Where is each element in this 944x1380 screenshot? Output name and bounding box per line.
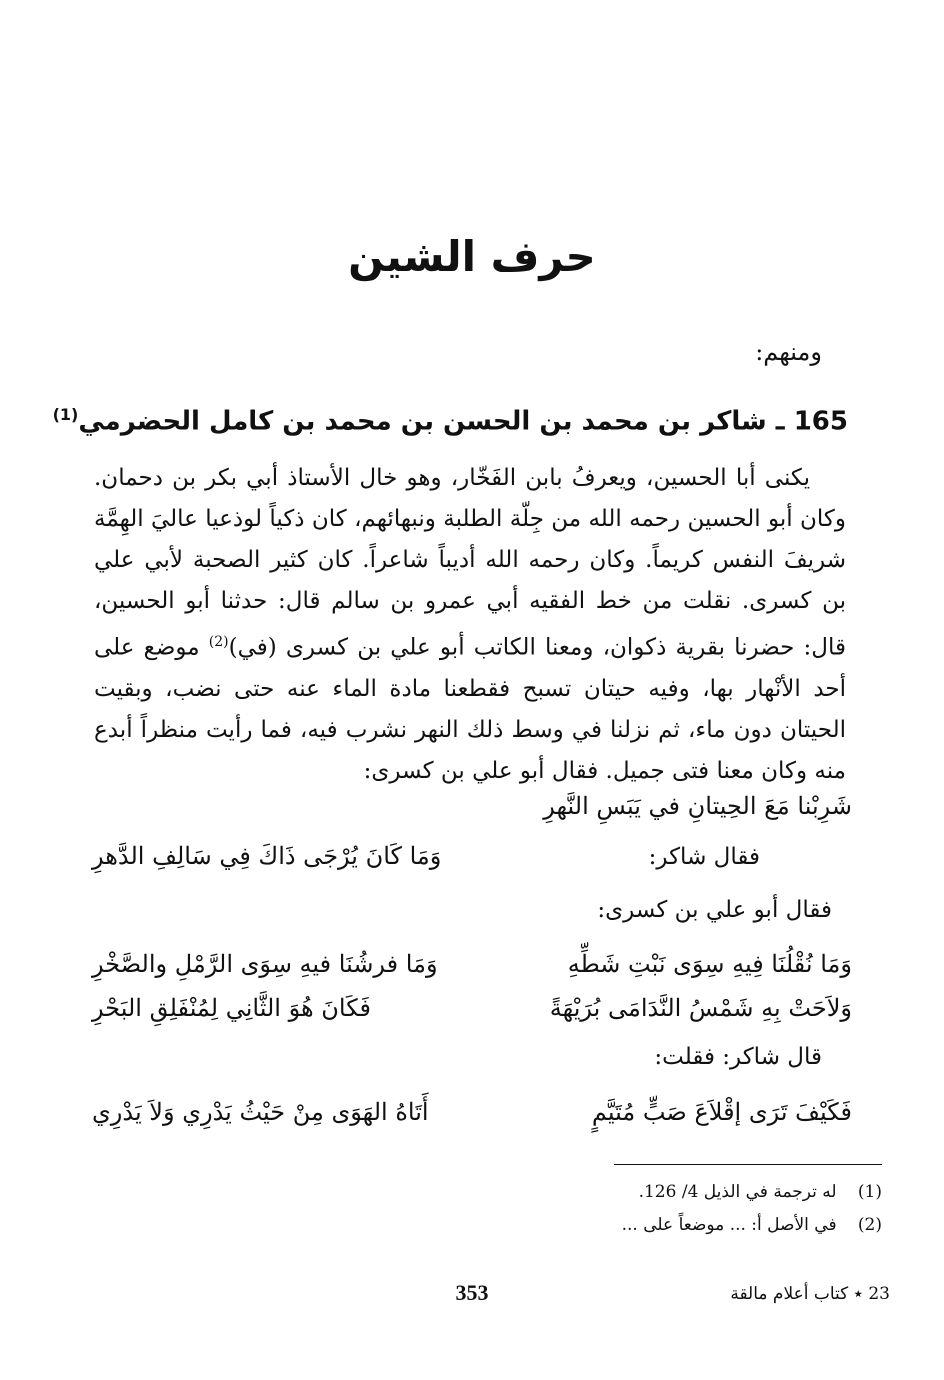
entry-name: ـ شاكر بن محمد بن الحسن بن محمد بن كامل الحضرمي: [78, 406, 785, 437]
verse-4-second-hemistich: أَتَاهُ الهَوَى مِنْ حَيْثُ يَدْرِي وَلاَ يَدْرِي: [92, 1098, 429, 1126]
footnote: [282, 1209, 882, 1242]
entry-number: 165: [793, 406, 848, 437]
footnote-number: (2): [857, 1215, 882, 1235]
intro-text: ومنهم:: [755, 338, 822, 366]
body-text-part1: يكنى أبا الحسين، ويعرفُ بابن الفَخّار، وهو خال الأستاذ أبي بكر بن دحمان. وكان أبو الحسين رحمه الله من جِلّة الطلبة ونبهائهم، كان ذكياً لوذعيا عاليَ الهِمَّة شريفَ النفس كريماً. وكان رحمه الله أديباً شاعراً. كان كثير الصحبة لأبي علي بن كسرى. نقلت من خط الفقيه أبي عمرو بن سالم قال: حدثنا أبو الحسين، قال: حضرنا بقرية ذكوان، ومعنا الكاتب أبو علي بن كسرى (في): [94, 465, 846, 661]
footnote-text: في الأصل أ: ... موضعاً على ...: [621, 1215, 837, 1235]
entry-footnote-ref[interactable]: (1): [52, 405, 79, 424]
footnote-divider: [614, 1164, 882, 1165]
verse-2-first-hemistich: وَمَا نُقْلُنَا فِيهِ سِوَى نَبْتِ شَطِّهِ: [567, 950, 852, 978]
verse-2-second-hemistich: وَمَا فرشُنَا فيهِ سِوَى الرَّمْلِ والصَّخْرِ: [92, 950, 438, 978]
footnote: [282, 1176, 882, 1209]
page-number: 353: [455, 1280, 489, 1305]
verse-1-first-hemistich: شَرِبْنا مَعَ الحِيتانِ في يَبَسِ النَّهرِ: [543, 792, 852, 820]
entry-heading: [52, 405, 848, 437]
speaker-label: قال شاكر: فقلت:: [654, 1044, 822, 1070]
verse-4-first-hemistich: فَكَيْفَ تَرَى إقْلاَعَ صَبٍّ مُتَيَّمٍ: [591, 1098, 852, 1126]
footnote-number: (1): [857, 1182, 882, 1202]
body-text-part2: موضع على أحد الأنْهار بها، وفيه حيتان تسبح فقطعنا مادة الماء عنه حتى نضب، وبقيت الحيتان دون ماء، ثم نزلنا في وسط ذلك النهر نشرب فيه، فما رأيت منظراً أبدع منه وكان معنا فتى جميل. فقال أبو علي بن كسرى:: [94, 634, 846, 784]
printer-signature: 23 ٭ كتاب أعلام مالقة: [730, 1284, 890, 1304]
speaker-label: فقال شاكر:: [648, 844, 760, 870]
verse-1-second-hemistich: وَمَا كَانَ يُرْجَى ذَاكَ فِي سَالِفِ الدَّهرِ: [92, 842, 442, 870]
verse-3-second-hemistich: فَكَانَ هُوَ الثَّانِي لِمُنْفَلِقِ البَحْرِ: [92, 994, 371, 1022]
footnotes: [282, 1176, 882, 1242]
biography-paragraph: [94, 458, 846, 792]
body-footnote-ref[interactable]: (2): [208, 634, 229, 650]
speaker-label: فقال أبو علي بن كسرى:: [597, 897, 832, 923]
poem: [92, 784, 852, 1144]
footnote-text: له ترجمة في الذيل 4/ 126.: [638, 1182, 837, 1202]
chapter-title: حرف الشين: [348, 232, 596, 281]
verse-3-first-hemistich: وَلاَحَتْ بِهِ شَمْسُ النَّدَامَى بُرَيْهَةً: [549, 994, 852, 1022]
